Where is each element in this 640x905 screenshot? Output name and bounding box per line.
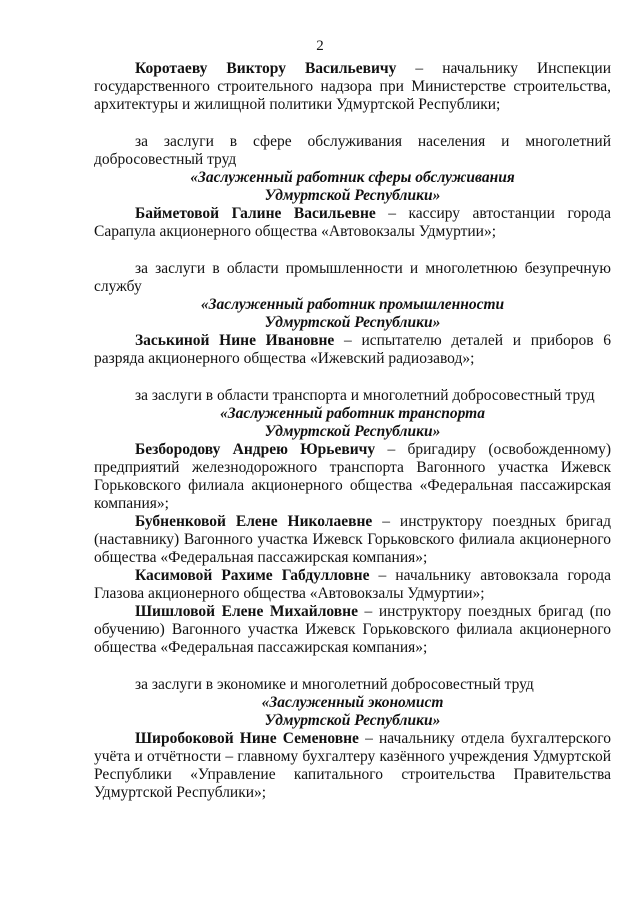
award-title-line: «Заслуженный работник транспорта — [220, 405, 485, 422]
recipient-entry — [94, 332, 611, 368]
award-title-line: «Заслуженный работник промышленности — [200, 296, 505, 313]
award-title — [94, 405, 611, 441]
recipient-name: Широбоковой Нине Семеновне — [135, 730, 359, 747]
award-reason: за заслуги в экономике и многолетний добросовестный труд — [135, 676, 534, 693]
recipient-entry — [94, 441, 611, 513]
recipient-entry — [94, 567, 611, 603]
recipient-position: – начальнику отдела бухгалтерского учёта и отчётности – главному бухгалтеру казённого учреждения Удмуртской Республики «Управление капитального строительства Правительства Удмуртской Республики»; — [94, 730, 611, 801]
award-reason: за заслуги в области промышленности и многолетнюю безупречную службу — [94, 260, 611, 295]
award-title — [94, 694, 611, 730]
recipient-entry — [94, 513, 611, 567]
award-title — [94, 296, 611, 332]
recipient-name: Коротаеву Виктору Васильевичу — [135, 60, 397, 77]
recipient-position: – испытателю деталей и приборов 6 разряда акционерного общества «Ижевский радиозавод»; — [94, 332, 611, 367]
recipient-name: Безбородову Андрею Юрьевичу — [135, 441, 376, 458]
recipient-name: Шишловой Елене Михайловне — [135, 603, 358, 620]
recipient-position: – инструктору поездных бригад (по обучению) Вагонного участка Ижевск Горьковского филиала акционерного общества «Федеральная пассажирская компания»; — [94, 603, 612, 656]
recipient-name: Касимовой Рахиме Габдулловне — [135, 567, 370, 584]
recipient-entry — [94, 205, 611, 241]
recipient-position: – бригадиру (освобожденному) предприятий железнодорожного транспорта Вагонного участка Ижевск Горьковского филиала акционерного общества «Федеральная пассажирская компания»; — [94, 441, 612, 512]
award-title-line: Удмуртской Республики» — [264, 423, 441, 440]
award-reason: за заслуги в сфере обслуживания населения и многолетний добросовестный труд — [94, 133, 611, 168]
recipient-entry — [94, 603, 611, 657]
award-title-line: Удмуртской Республики» — [264, 314, 441, 331]
award-title-line: «Заслуженный экономист — [261, 694, 444, 711]
recipient-position: – начальнику Инспекции государственного строительного надзора при Министерстве строительства, архитектуры и жилищной политики Удмуртской Республики; — [94, 60, 611, 113]
recipient-name: Бубненковой Елене Николаевне — [135, 513, 373, 530]
recipient-name: Байметовой Галине Васильевне — [135, 205, 376, 222]
award-title-line: Удмуртской Республики» — [264, 187, 441, 204]
recipient-name: Заськиной Нине Ивановне — [135, 332, 335, 349]
recipient-position: – начальнику автовокзала города Глазова акционерного общества «Автовокзалы Удмуртии»; — [94, 567, 611, 602]
document-body — [94, 60, 611, 802]
award-title — [94, 169, 611, 205]
recipient-entry — [94, 60, 611, 114]
award-title-line: «Заслуженный работник сферы обслуживания — [190, 169, 515, 186]
recipient-position: – инструктору поездных бригад (наставнику) Вагонного участка Ижевск Горьковского филиала акционерного общества «Федеральная пассажирская компания»; — [94, 513, 611, 566]
award-reason: за заслуги в области транспорта и многолетний добросовестный труд — [135, 387, 595, 404]
award-title-line: Удмуртской Республики» — [264, 712, 441, 729]
recipient-entry — [94, 730, 611, 802]
page-number: 2 — [316, 38, 324, 54]
recipient-position: – кассиру автостанции города Сарапула акционерного общества «Автовокзалы Удмуртии»; — [94, 205, 611, 240]
